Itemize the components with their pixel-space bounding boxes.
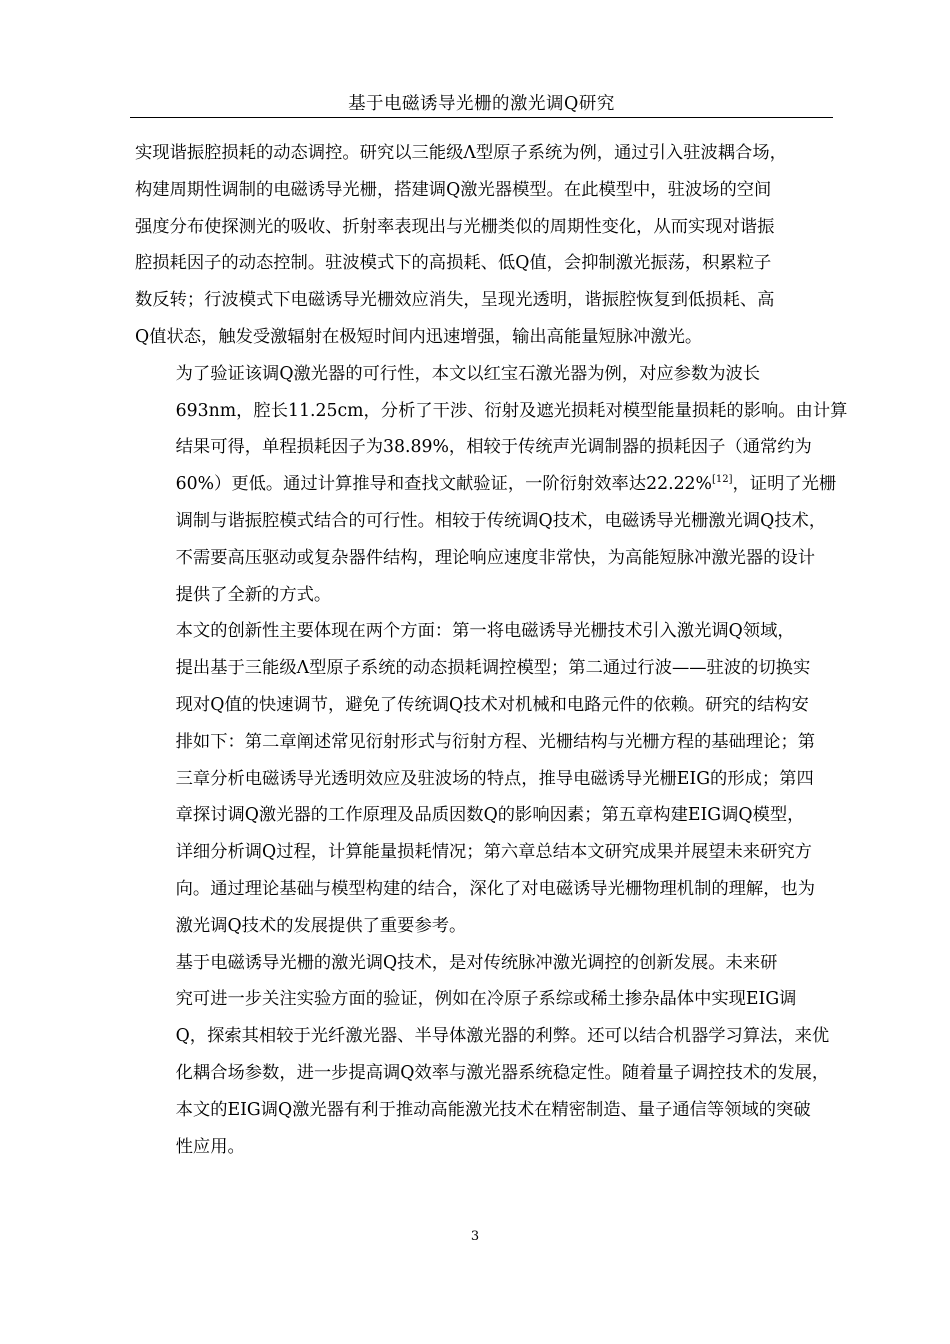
- text-line: 调制与谐振腔模式结合的可行性。相较于传统调Q技术，电磁诱导光栅激光调Q技术，: [175, 510, 827, 531]
- header-rule: [130, 117, 833, 118]
- text-line: 提出基于三能级Λ型原子系统的动态损耗调控模型；第二通过行波——驻波的切换实: [175, 658, 811, 679]
- text-line: 向。通过理论基础与模型构建的结合，深化了对电磁诱导光栅物理机制的理解，也为: [175, 878, 816, 899]
- text-line: 详细分析调Q过程，计算能量损耗情况；第六章总结本文研究成果并展望未来研究方: [175, 842, 812, 863]
- citation-marker: [12]: [711, 474, 733, 486]
- text-line: Q，探索其相较于光纤激光器、半导体激光器的利弊。还可以结合机器学习算法，来优: [175, 1026, 830, 1047]
- text-segment: ，证明了光栅: [732, 474, 837, 495]
- text-line: 强度分布使探测光的吸收、折射率表现出与光栅类似的周期性变化，从而实现对谐振: [135, 216, 775, 237]
- text-line: 数反转；行波模式下电磁诱导光栅效应消失，呈现光透明，谐振腔恢复到低损耗、高: [135, 290, 775, 311]
- text-segment: 60%）更低。通过计算推导和查找文献验证，一阶衍射效率达22.22%: [175, 474, 712, 495]
- text-line: 三章分析电磁诱导光透明效应及驻波场的特点，推导电磁诱导光栅EIG的形成；第四: [175, 768, 814, 789]
- text-line: 为了验证该调Q激光器的可行性，本文以红宝石激光器为例，对应参数为波长: [175, 363, 761, 384]
- text-line: 现对Q值的快速调节，避免了传统调Q技术对机械和电路元件的依赖。研究的结构安: [175, 694, 809, 715]
- text-line: 腔损耗因子的动态控制。驻波模式下的高损耗、低Q值，会抑制激光振荡，积累粒子: [135, 253, 772, 274]
- text-line: 构建周期性调制的电磁诱导光栅，搭建调Q激光器模型。在此模型中，驻波场的空间: [135, 179, 772, 200]
- text-line: Q值状态，触发受激辐射在极短时间内迅速增强，输出高能量短脉冲激光。: [135, 326, 703, 347]
- text-line: 不需要高压驱动或复杂器件结构，理论响应速度非常快，为高能短脉冲激光器的设计: [175, 547, 816, 568]
- text-line-with-citation: [135, 466, 859, 503]
- text-line: 提供了全新的方式。: [175, 584, 332, 605]
- text-line: 结果可得，单程损耗因子为38.89%，相较于传统声光调制器的损耗因子（通常约为: [175, 437, 812, 458]
- text-line: 排如下：第二章阐述常见衍射形式与衍射方程、光栅结构与光栅方程的基础理论；第: [175, 731, 816, 752]
- paragraph-3: [135, 613, 859, 944]
- text-line: 本文的EIG调Q激光器有利于推动高能激光技术在精密制造、量子通信等领域的突破: [175, 1099, 811, 1120]
- text-line: 究可进一步关注实验方面的验证，例如在冷原子系综或稀土掺杂晶体中实现EIG调: [175, 989, 797, 1010]
- text-line: 基于电磁诱导光栅的激光调Q技术，是对传统脉冲激光调控的创新发展。未来研: [175, 952, 778, 973]
- page-number: 3: [470, 1229, 480, 1244]
- body-text: [135, 135, 859, 1165]
- running-header-title: 基于电磁诱导光栅的激光调Q研究: [348, 94, 615, 114]
- paragraph-2: [135, 356, 859, 614]
- paragraph-1: [135, 135, 859, 356]
- text-line: 化耦合场参数，进一步提高调Q效率与激光器系统稳定性。随着量子调控技术的发展，: [175, 1062, 830, 1083]
- text-line: 激光调Q技术的发展提供了重要参考。: [175, 915, 467, 936]
- text-line: 本文的创新性主要体现在两个方面：第一将电磁诱导光栅技术引入激光调Q领域，: [175, 621, 795, 642]
- text-line: 693nm，腔长11.25cm，分析了干涉、衍射及遮光损耗对模型能量损耗的影响。由计算: [175, 400, 848, 421]
- text-line: 章探讨调Q激光器的工作原理及品质因数Q的影响因素；第五章构建EIG调Q模型，: [175, 805, 805, 826]
- text-line: 实现谐振腔损耗的动态调控。研究以三能级Λ型原子系统为例，通过引入驻波耦合场，: [135, 143, 787, 163]
- text-line: 性应用。: [175, 1136, 245, 1157]
- paragraph-4: [135, 945, 859, 1166]
